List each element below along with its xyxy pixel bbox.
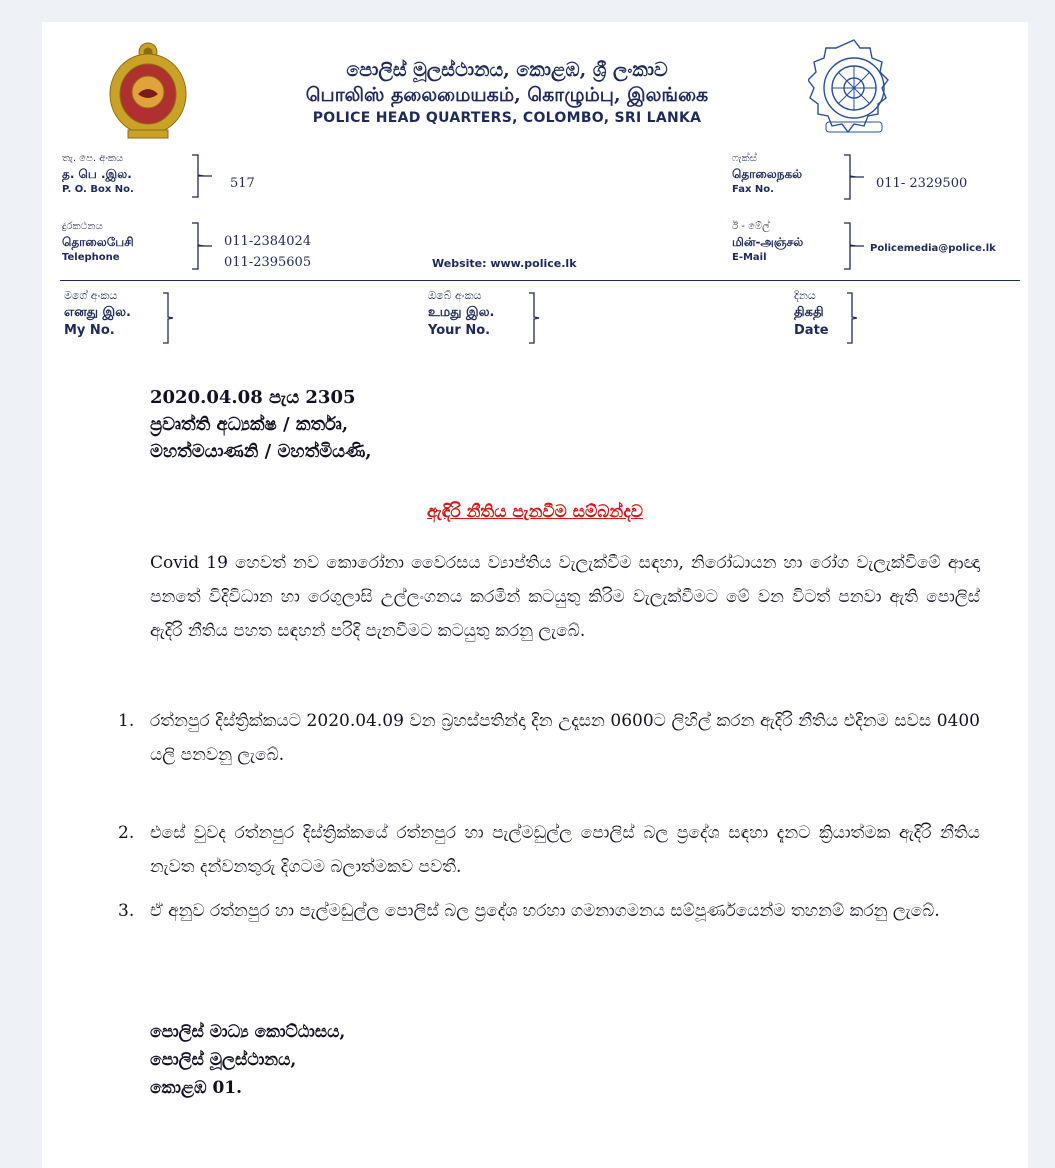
email-link[interactable]: Policemedia@police.lk [870,243,996,254]
brace-icon [842,222,866,270]
brace-icon [842,154,866,200]
intro-paragraph: Covid 19 හෙවත් නව කොරෝනා වෛරසය ව්‍යාප්තිය වැලැක්වීම සඳහා, නිරෝධායන හා රෝග වැලැක්විමේ ආඥා පනතේ විදිවිධාන හා රෙගුලාසි උල්ලංගනය කරමින් කටයුතු කිරිම වැලැක්වීමට මේ වන විටත් පනවා ඇති පොලිස් ඇදිරි නීතිය පහත සඳහන් පරිදි පැනවීමට කටයුතු කරනු ලැබේ. [150,553,980,641]
letterhead-title [222,58,792,128]
sri-lanka-emblem-icon [106,38,190,142]
brace-icon [190,154,214,198]
email-label: ඊ - මේල් மின்-அஞ்சல் E-Mail [732,221,804,263]
subject-line [42,502,1028,522]
pobox-value: 517 [230,176,255,191]
my-no-label: මගේ අංකය எனது இல. My No. [64,289,131,338]
brace-icon [846,292,858,344]
item-number: 1. [118,711,135,731]
item-number: 3. [118,901,135,921]
pobox-label: තැ. පෙ. අංකය த. பெ .இல. P. O. Box No. [62,153,134,195]
title-sinhala: පොලිස් මූලස්ථානය, කොළඹ, ශ්‍රී ලංකාව [346,59,668,81]
brace-icon [162,292,174,344]
signoff-line: පොලිස් මාධ්‍ය කොට්ඨාසය, [150,1022,346,1042]
addressee: ප්‍රවෘත්ති අධ්‍යක්ෂ / කර්තෘ, [150,414,349,435]
item-number: 2. [118,823,135,843]
header-divider [60,280,1020,281]
website-link[interactable]: Website: www.police.lk [432,257,577,270]
signoff-line: කොළඹ 01. [150,1078,243,1098]
reference-line: 2020.04.08 පැය 2305 [150,387,356,408]
item-text: එසේ වුවද රත්නපුර දිස්ත්‍රික්කයේ රත්නපුර හා පැල්මඩුල්ල පොලිස් බල ප්‍රදේශ සඳහා දැනට ක්‍රියාත්මක ඇදිරි නීතිය නැවත දන්වනතුරු දිගටම බලාත්මකව පවතී. [150,823,980,877]
telephone-value-1: 011-2384024 [224,234,312,249]
title-tamil: பொலிஸ் தலைமையகம், கொழும்பு, இலங்கை [305,84,709,106]
letter-heading [150,384,372,465]
brace-icon [190,222,214,270]
item-text: ඒ අනුව රත්නපුර හා පැල්මඩුල්ල පොලිස් බල ප්‍රදේශ හරහා ගමනාගමනය සම්පූර්ණයෙන්ම තහනම් කරනු ලැබේ. [150,901,940,921]
your-no-label: ඔබේ අංකය உமது இல. Your No. [428,289,495,338]
letter-page [42,22,1028,1168]
signoff-block [150,1018,345,1102]
fax-value: 011- 2329500 [876,176,968,191]
fax-label: ෆැක්ස් தொலைநகல் Fax No. [732,153,803,195]
salutation: මහත්මයාණනි / මහත්මියණි, [150,441,372,462]
title-english: POLICE HEAD QUARTERS, COLOMBO, SRI LANKA [312,110,702,126]
brace-icon [528,292,540,344]
signoff-line: පොලිස් මූලස්ථානය, [150,1050,297,1070]
police-emblem-icon [808,36,900,140]
date-label: දිනය திகதி Date [794,289,829,338]
item-text: රත්නපුර දිස්ත්‍රික්කයට 2020.04.09 වන බ්‍රහස්පතින්දා දින උදෑසන 0600ට ලිහිල් කරන ඇදිරි නීතිය එදිනම සවස 0400 යලි පනවනු ලැබේ. [150,711,980,765]
telephone-label: දුරකථනය தொலைபேசி Telephone [62,221,134,263]
subject-text: ඇඳිරි නීතිය පැනවීම සම්බන්දව [427,502,643,522]
telephone-value-2: 011-2395605 [224,255,312,270]
